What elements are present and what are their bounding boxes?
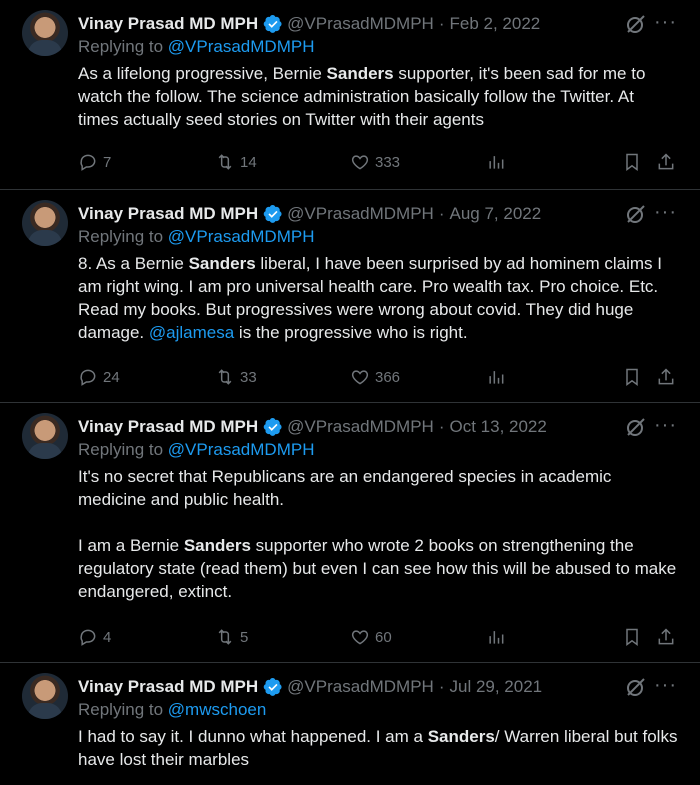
retweet-count: 5 (240, 628, 249, 646)
bold-text: Sanders (183, 536, 251, 555)
author-name[interactable]: Vinay Prasad MD MPH (78, 677, 259, 696)
more-icon[interactable]: ··· (654, 201, 677, 223)
like-icon (350, 152, 370, 172)
mention-link[interactable]: @ajlamesa (148, 323, 235, 342)
tweet[interactable] (0, 663, 700, 785)
bold-text: Sanders (326, 64, 394, 83)
reply-icon (78, 367, 98, 387)
separator-dot: · (438, 14, 445, 33)
text-segment: I am a Bernie (78, 536, 184, 555)
grok-icon[interactable] (624, 12, 648, 36)
tweet-date[interactable]: Oct 13, 2022 (449, 417, 547, 436)
like-count: 333 (375, 153, 401, 171)
tweet-text (78, 465, 678, 603)
avatar[interactable] (22, 413, 68, 459)
views-button[interactable] (486, 365, 506, 389)
tweet-date[interactable]: Jul 29, 2021 (449, 677, 543, 696)
replying-to-label: Replying to (78, 227, 164, 246)
paragraph: It's no secret that Republicans are an endangered species in academic medicine and public health. (78, 467, 612, 509)
bookmark-button[interactable] (622, 625, 642, 649)
bookmark-button[interactable] (622, 365, 642, 389)
replying-to-link[interactable]: @VPrasadMDMPH (167, 227, 315, 246)
like-button[interactable] (350, 365, 400, 389)
tweet[interactable] (0, 190, 700, 403)
bold-text: Sanders (427, 727, 495, 746)
tweet-text (78, 252, 678, 344)
replying-to (78, 440, 314, 460)
views-icon (486, 627, 506, 647)
tweet-header (78, 12, 540, 36)
bookmark-icon (622, 152, 642, 172)
replying-to (78, 700, 266, 720)
more-icon[interactable]: ··· (654, 414, 677, 436)
separator-dot: · (438, 677, 445, 696)
bookmark-button[interactable] (622, 150, 642, 174)
tweet-date[interactable]: Feb 2, 2022 (449, 14, 541, 33)
reply-button[interactable] (78, 625, 111, 649)
tweet-header (78, 675, 542, 699)
replying-to-link[interactable]: @VPrasadMDMPH (167, 37, 315, 56)
retweet-icon (215, 627, 235, 647)
share-button[interactable] (656, 625, 676, 649)
like-count: 60 (375, 628, 392, 646)
share-icon (656, 367, 676, 387)
replying-to-link[interactable]: @mwschoen (167, 700, 267, 719)
bookmark-icon (622, 627, 642, 647)
text-segment: As a lifelong progressive, Bernie (78, 64, 327, 83)
share-icon (656, 627, 676, 647)
separator-dot: · (438, 417, 445, 436)
like-button[interactable] (350, 625, 392, 649)
text-segment: I had to say it. I dunno what happened. I am a (78, 727, 428, 746)
replying-to (78, 37, 314, 57)
verified-badge-icon[interactable] (263, 14, 283, 34)
bold-text: Sanders (188, 254, 256, 273)
retweet-icon (215, 152, 235, 172)
retweet-button[interactable] (215, 625, 248, 649)
tweet-actions (0, 150, 700, 174)
reply-icon (78, 152, 98, 172)
verified-badge-icon[interactable] (263, 204, 283, 224)
retweet-count: 33 (240, 368, 257, 386)
text-segment: supporter who wrote 2 books on strengthening the regulatory state (read them) but even I can see how this will be abused to make endangered, extinct. (78, 536, 677, 601)
reply-button[interactable] (78, 365, 120, 389)
text-segment: is the progressive who is right. (234, 323, 468, 342)
verified-badge-icon[interactable] (263, 417, 283, 437)
avatar[interactable] (22, 673, 68, 719)
tweet[interactable] (0, 0, 700, 190)
retweet-icon (215, 367, 235, 387)
verified-badge-icon[interactable] (263, 677, 283, 697)
separator-dot: · (438, 204, 445, 223)
bookmark-icon (622, 367, 642, 387)
author-handle[interactable]: @VPrasadMDMPH (287, 204, 434, 223)
tweet-date[interactable]: Aug 7, 2022 (449, 204, 542, 223)
avatar[interactable] (22, 200, 68, 246)
retweet-count: 14 (240, 153, 257, 171)
tweet-text (78, 62, 678, 131)
author-name[interactable]: Vinay Prasad MD MPH (78, 204, 259, 223)
text-segment: / Warren liberal but folks have lost their marbles (78, 727, 678, 769)
views-button[interactable] (486, 150, 506, 174)
like-count: 366 (375, 368, 401, 386)
grok-icon[interactable] (624, 415, 648, 439)
replying-to (78, 227, 314, 247)
share-button[interactable] (656, 150, 676, 174)
like-icon (350, 367, 370, 387)
tweet-actions (0, 365, 700, 389)
replying-to-label: Replying to (78, 440, 164, 459)
text-segment: liberal, I have been surprised by ad hominem claims I am right wing. I am pro universal health care. Pro wealth tax. Pro choice. Etc. Read my books. But progressives were wrong about covid. They did huge damage. (78, 254, 662, 342)
views-icon (486, 367, 506, 387)
views-button[interactable] (486, 625, 506, 649)
replying-to-label: Replying to (78, 700, 164, 719)
author-name[interactable]: Vinay Prasad MD MPH (78, 417, 259, 436)
tweet-actions (0, 625, 700, 649)
retweet-button[interactable] (215, 150, 257, 174)
reply-count: 4 (103, 628, 112, 646)
more-icon[interactable]: ··· (654, 11, 677, 33)
replying-to-label: Replying to (78, 37, 164, 56)
author-handle[interactable]: @VPrasadMDMPH (287, 677, 434, 696)
tweet[interactable] (0, 403, 700, 663)
reply-icon (78, 627, 98, 647)
grok-icon[interactable] (624, 202, 648, 226)
retweet-button[interactable] (215, 365, 257, 389)
tweet-header (78, 202, 541, 226)
more-icon[interactable]: ··· (654, 674, 677, 696)
reply-count: 24 (103, 368, 120, 386)
text-segment: 8. As a Bernie (78, 254, 189, 273)
author-handle[interactable]: @VPrasadMDMPH (287, 417, 434, 436)
avatar[interactable] (22, 10, 68, 56)
tweet-header (78, 415, 547, 439)
like-icon (350, 627, 370, 647)
tweet-text (78, 725, 678, 771)
share-icon (656, 152, 676, 172)
reply-button[interactable] (78, 150, 111, 174)
views-icon (486, 152, 506, 172)
like-button[interactable] (350, 150, 400, 174)
replying-to-link[interactable]: @VPrasadMDMPH (167, 440, 315, 459)
share-button[interactable] (656, 365, 676, 389)
author-name[interactable]: Vinay Prasad MD MPH (78, 14, 259, 33)
text-segment: supporter, it's been sad for me to watch the follow. The science administration basically follow the Twitter. At times actually seed stories on Twitter with their agents (78, 64, 646, 129)
reply-count: 7 (103, 153, 112, 171)
author-handle[interactable]: @VPrasadMDMPH (287, 14, 434, 33)
grok-icon[interactable] (624, 675, 648, 699)
